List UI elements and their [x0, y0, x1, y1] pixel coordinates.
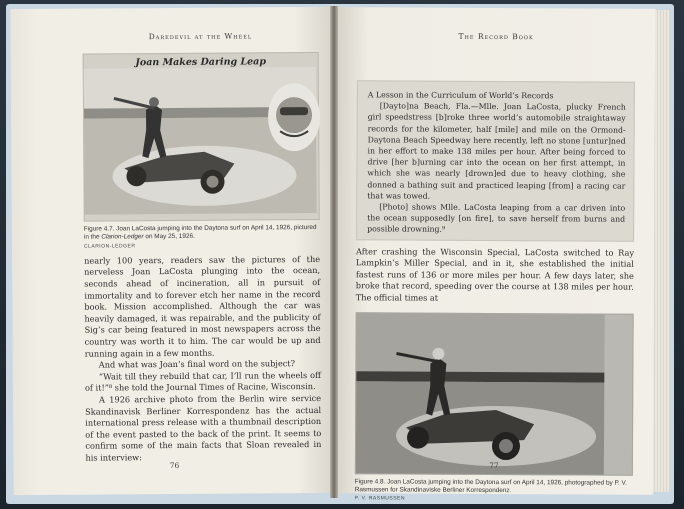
- left-body-text: [84, 254, 321, 464]
- quote-paragraph: [Photo] shows Mlle. LaCosta leaping from a car driven into the ocean supposedly [on fire], to save herself from burns and possible drowning.⁹: [367, 202, 626, 235]
- newspaper-clipping-photo: [83, 52, 320, 222]
- right-page: [335, 7, 656, 502]
- beach-car-photo-left: [84, 67, 317, 215]
- page-number-right: 77: [489, 460, 499, 471]
- running-head-left: Daredevil at the Wheel: [148, 31, 253, 42]
- quote-paragraph: [Dayto]na Beach, Fla.—Mlle. Joan LaCosta, plucky French girl speedstress [b]roke three world’s automobile straightaway records for the kilometer, half [mile] and mile on the Ormond-Daytona Beach Speedway here recently, left no stone [untur]ned in her effort to make 138 miles per hour. After being forced to drive [her b]urning car into the ocean on her first attempt, in which she was nearly [drown]ed due to heavy clothing, she donned a bathing suit and practiced leaping [from] a racing car that was towed.: [367, 101, 626, 201]
- right-body-text: [356, 246, 634, 305]
- paragraph: And what was Joan’s final word on the subject?: [98, 358, 296, 370]
- beach-car-photo-right: [356, 313, 605, 474]
- caption-publication: Clarion-Ledger: [101, 233, 144, 241]
- figure-caption-4-7: [84, 224, 320, 242]
- photo-credit-left: CLARION-LEDGER: [83, 243, 136, 250]
- paragraph: After crashing the Wisconsin Special, LaCosta switched to Ray Lampkin’s Miller Special, and in it, she established the initial fastest runs of 136 or more miles per hour. A few days later, she broke that record, speeding over the course at 138 miles per hour. The official times at: [355, 245, 635, 303]
- photograph-figure-4-8: [355, 312, 634, 475]
- book-spine-gutter: [330, 6, 338, 498]
- paragraph: “Wait till they rebuild that car, I’ll run the wheels off of it!”⁸ she told the Journal Times of Racine, Wisconsin.: [84, 369, 321, 393]
- left-page: [10, 7, 335, 495]
- figure-caption-4-8: Figure 4.8. Joan LaCosta jumping into the Daytona surf on April 14, 1926, photographed by P. V. Rasmussen for Skandinaviske Berliner Korrespondenz.: [354, 477, 627, 495]
- caption-date: on May 25, 1926.: [143, 233, 195, 241]
- photo-credit-right: P. V. RASMUSSEN: [354, 495, 406, 502]
- clipping-headline: Joan Makes Daring Leap: [135, 56, 266, 69]
- page-number-left: 76: [169, 460, 180, 471]
- paragraph: A 1926 archive photo from the Berlin wire service Skandinavisk Berliner Korrespondenz has the actual international press release with a thumbnail description of the event pasted to the back of the print. It seems to confirm some of the main facts that Sloan revealed in his interview:: [85, 392, 322, 463]
- caption-text: Figure 4.7. Joan LaCosta jumping into the Daytona surf on April 14, 1926, pictured in the: [83, 223, 317, 242]
- quote-title: A Lesson in the Curriculum of World’s Records: [367, 90, 554, 101]
- press-release-quote: [356, 80, 635, 241]
- running-head-right: The Record Book: [458, 31, 534, 42]
- paragraph: nearly 100 years, readers saw the pictures of the nerveless Joan LaCosta plunging into the ocean, seconds ahead of incineration, all in pursuit of immortality and to forever etch her name in the record book. Mission accomplished. Although the car was heavily damaged, it was repairable, and the publicity of Sig’s car being featured in most newspapers across the country was worth it to him. The car would be up and running again in a few months.: [84, 253, 321, 359]
